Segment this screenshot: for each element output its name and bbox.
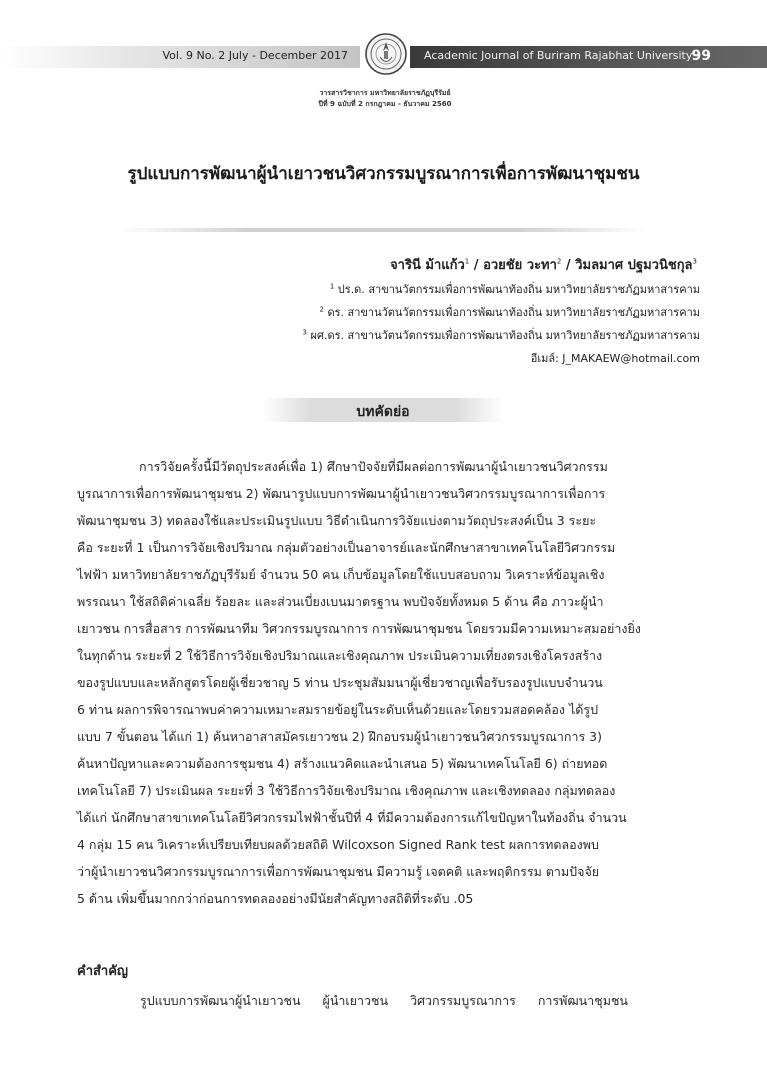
abstract-line-1: การวิจัยครั้งนี้มีวัตถุประสงค์เพื่อ 1) ศึกษาปัจจัยที่มีผลต่อการพัฒนาผู้นำเยาวชนวิศวกรรม [139,459,608,474]
keyword-3: วิศวกรรมบูรณาการ [410,993,516,1008]
header-left-band [0,46,360,68]
abstract-line-11: แบบ 7 ขั้นตอน ได้แก่ 1) ค้นหาอาสาสมัครเยาวชน 2) ฝึกอบรมผู้นำเยาวชนวิศวกรรมบูรณาการ 3) [77,729,603,744]
affiliation-1-sup: 1 [329,282,335,291]
university-seal-icon [364,24,408,84]
email: อีเมล์: J_MAKAEW@hotmail.com [530,352,700,365]
title-divider [120,228,647,232]
page-number: 99 [691,48,711,64]
header-right-band [410,46,767,68]
keyword-4: การพัฒนาชุมชน [537,993,628,1008]
affiliation-1-text: ปร.ด. สาขานวัตกรรมเพื่อการพัฒนาท้องถิ่น มหาวิทยาลัยราชภัฏมหาสารคาม [337,283,700,296]
paper-title: รูปแบบการพัฒนาผู้นำเยาวชนวิศวกรรมบูรณาการเพื่อการพัฒนาชุมชน [127,164,640,184]
affiliation-3 [303,326,700,344]
author-3-sup: 3 [692,257,697,266]
author-1: จารินี ม้าแก้ว [390,258,465,273]
affiliation-3-text: ผศ.ดร. สาขานวัตนวัตกรรมเพื่อการพัฒนาท้องถิ่น มหาวิทยาลัยราชภัฏมหาสารคาม [310,329,700,342]
author-2-sup: 2 [556,257,562,266]
abstract-heading: บทคัดย่อ [356,404,410,420]
abstract-line-8: ในทุกด้าน ระยะที่ 2 ใช้วิธีการวิจัยเชิงปริมาณและเชิงคุณภาพ ประเมินความเที่ยงตรงเชิงโครงสร้าง [77,648,603,663]
affiliation-2-text: ดร. สาขานวัตนวัตกรรมเพื่อการพัฒนาท้องถิ่น มหาวิทยาลัยราชภัฏมหาสารคาม [327,306,700,319]
abstract-line-5: ไฟฟ้า มหาวิทยาลัยราชภัฏบุรีรัมย์ จำนวน 50 คน เก็บข้อมูลโดยใช้แบบสอบถาม วิเคราะห์ข้อมูลเชิง [77,567,605,582]
abstract-line-13: เทคโนโลยี 7) ประเมินผล ระยะที่ 3 ใช้วิธีการวิจัยเชิงปริมาณ เชิงคุณภาพ และเชิงทดลอง กลุ่มทดลอง [77,783,616,798]
author-sep-2: / [561,258,576,273]
abstract-line-4: คือ ระยะที่ 1 เป็นการวิจัยเชิงปริมาณ กลุ่มตัวอย่างเป็นอาจารย์และนักศึกษาสาขาเทคโนโลยีวิศวกรรม [77,540,616,555]
journal-name: Academic Journal of Buriram Rajabhat University [424,49,693,62]
author-2: อวยชัย วะทา [483,258,557,273]
seal-caption-line1: วารสารวิชาการ มหาวิทยาลัยราชภัฏบุรีรัมย์ [319,89,451,97]
author-1-sup: 1 [464,257,470,266]
affiliation-2 [319,303,700,321]
abstract-line-2: บูรณาการเพื่อการพัฒนาชุมชน 2) พัฒนารูปแบบการพัฒนาผู้นำเยาวชนวิศวกรรมบูรณาการเพื่อการ [77,486,606,501]
author-sep-1: / [469,258,484,273]
abstract-line-9: ของรูปแบบและหลักสูตรโดยผู้เชี่ยวชาญ 5 ท่าน ประชุมสัมมนาผู้เชี่ยวชาญเพื่อรับรองรูปแบบจำนวน [77,675,603,690]
abstract-line-15: 4 กลุ่ม 15 คน วิเคราะห์เปรียบเทียบผลด้วยสถิติ Wilcoxson Signed Rank test ผลการทดลองพบ [77,837,599,852]
abstract-line-6: พรรณนา ใช้สถิติค่าเฉลี่ย ร้อยละ และส่วนเบี่ยงเบนมาตรฐาน พบปัจจัยทั้งหมด 5 ด้าน คือ ภาวะผู้นำ [77,594,604,609]
abstract-line-3: พัฒนาชุมชน 3) ทดลองใช้และประเมินรูปแบบ วิธีดำเนินการวิจัยแบ่งตามวัตถุประสงค์เป็น 3 ระยะ [77,513,597,528]
abstract-line-12: ค้นหาปัญหาและความต้องการชุมชน 4) สร้างแนวคิดและนำเสนอ 5) พัฒนาเทคโนโลยี 6) ถ่ายทอด [77,756,608,771]
abstract-line-17: 5 ด้าน เพิ่มขึ้นมากกว่าก่อนการทดลองอย่างมีนัยสำคัญทางสถิติที่ระดับ .05 [77,891,474,906]
author-line [390,254,697,275]
seal-caption-line2: ปีที่ 9 ฉบับที่ 2 กรกฎาคม - ธันวาคม 2560 [318,100,452,108]
keyword-2: ผู้นำเยาวชน [322,993,389,1008]
author-3: วิมลมาศ ปฐมวนิชกุล [575,258,693,273]
abstract-line-14: ได้แก่ นักศึกษาสาขาเทคโนโลยีวิศวกรรมไฟฟ้าชั้นปีที่ 4 ที่มีความต้องการแก้ไขปัญหาในท้องถิ่น จำนวน [77,810,627,825]
abstract-line-7: เยาวชน การสื่อสาร การพัฒนาทีม วิศวกรรมบูรณาการ การพัฒนาชุมชน โดยรวมมีความเหมาะสมอย่างยิ่ง [77,621,641,636]
affiliation-1 [330,280,700,298]
affiliation-2-sup: 2 [319,305,324,314]
keywords-list [140,991,646,1011]
abstract-line-10: 6 ท่าน ผลการพิจารณาพบค่าความเหมาะสมรายข้อยู่ในระดับเห็นด้วยและโดยรวมสอดคล้อง ได้รูป [77,702,599,717]
abstract-line-16: ว่าผู้นำเยาวชนวิศวกรรมบูรณาการเพื่อการพัฒนาชุมชน มีความรู้ เจตคติ และพฤติกรรม ตามปัจจัย [77,864,600,879]
keywords-heading: คำสำคัญ [77,964,129,979]
volume-info: Vol. 9 No. 2 July - December 2017 [162,49,348,62]
affiliation-3-sup: 3 [302,328,308,337]
keyword-1: รูปแบบการพัฒนาผู้นำเยาวชน [140,993,301,1008]
